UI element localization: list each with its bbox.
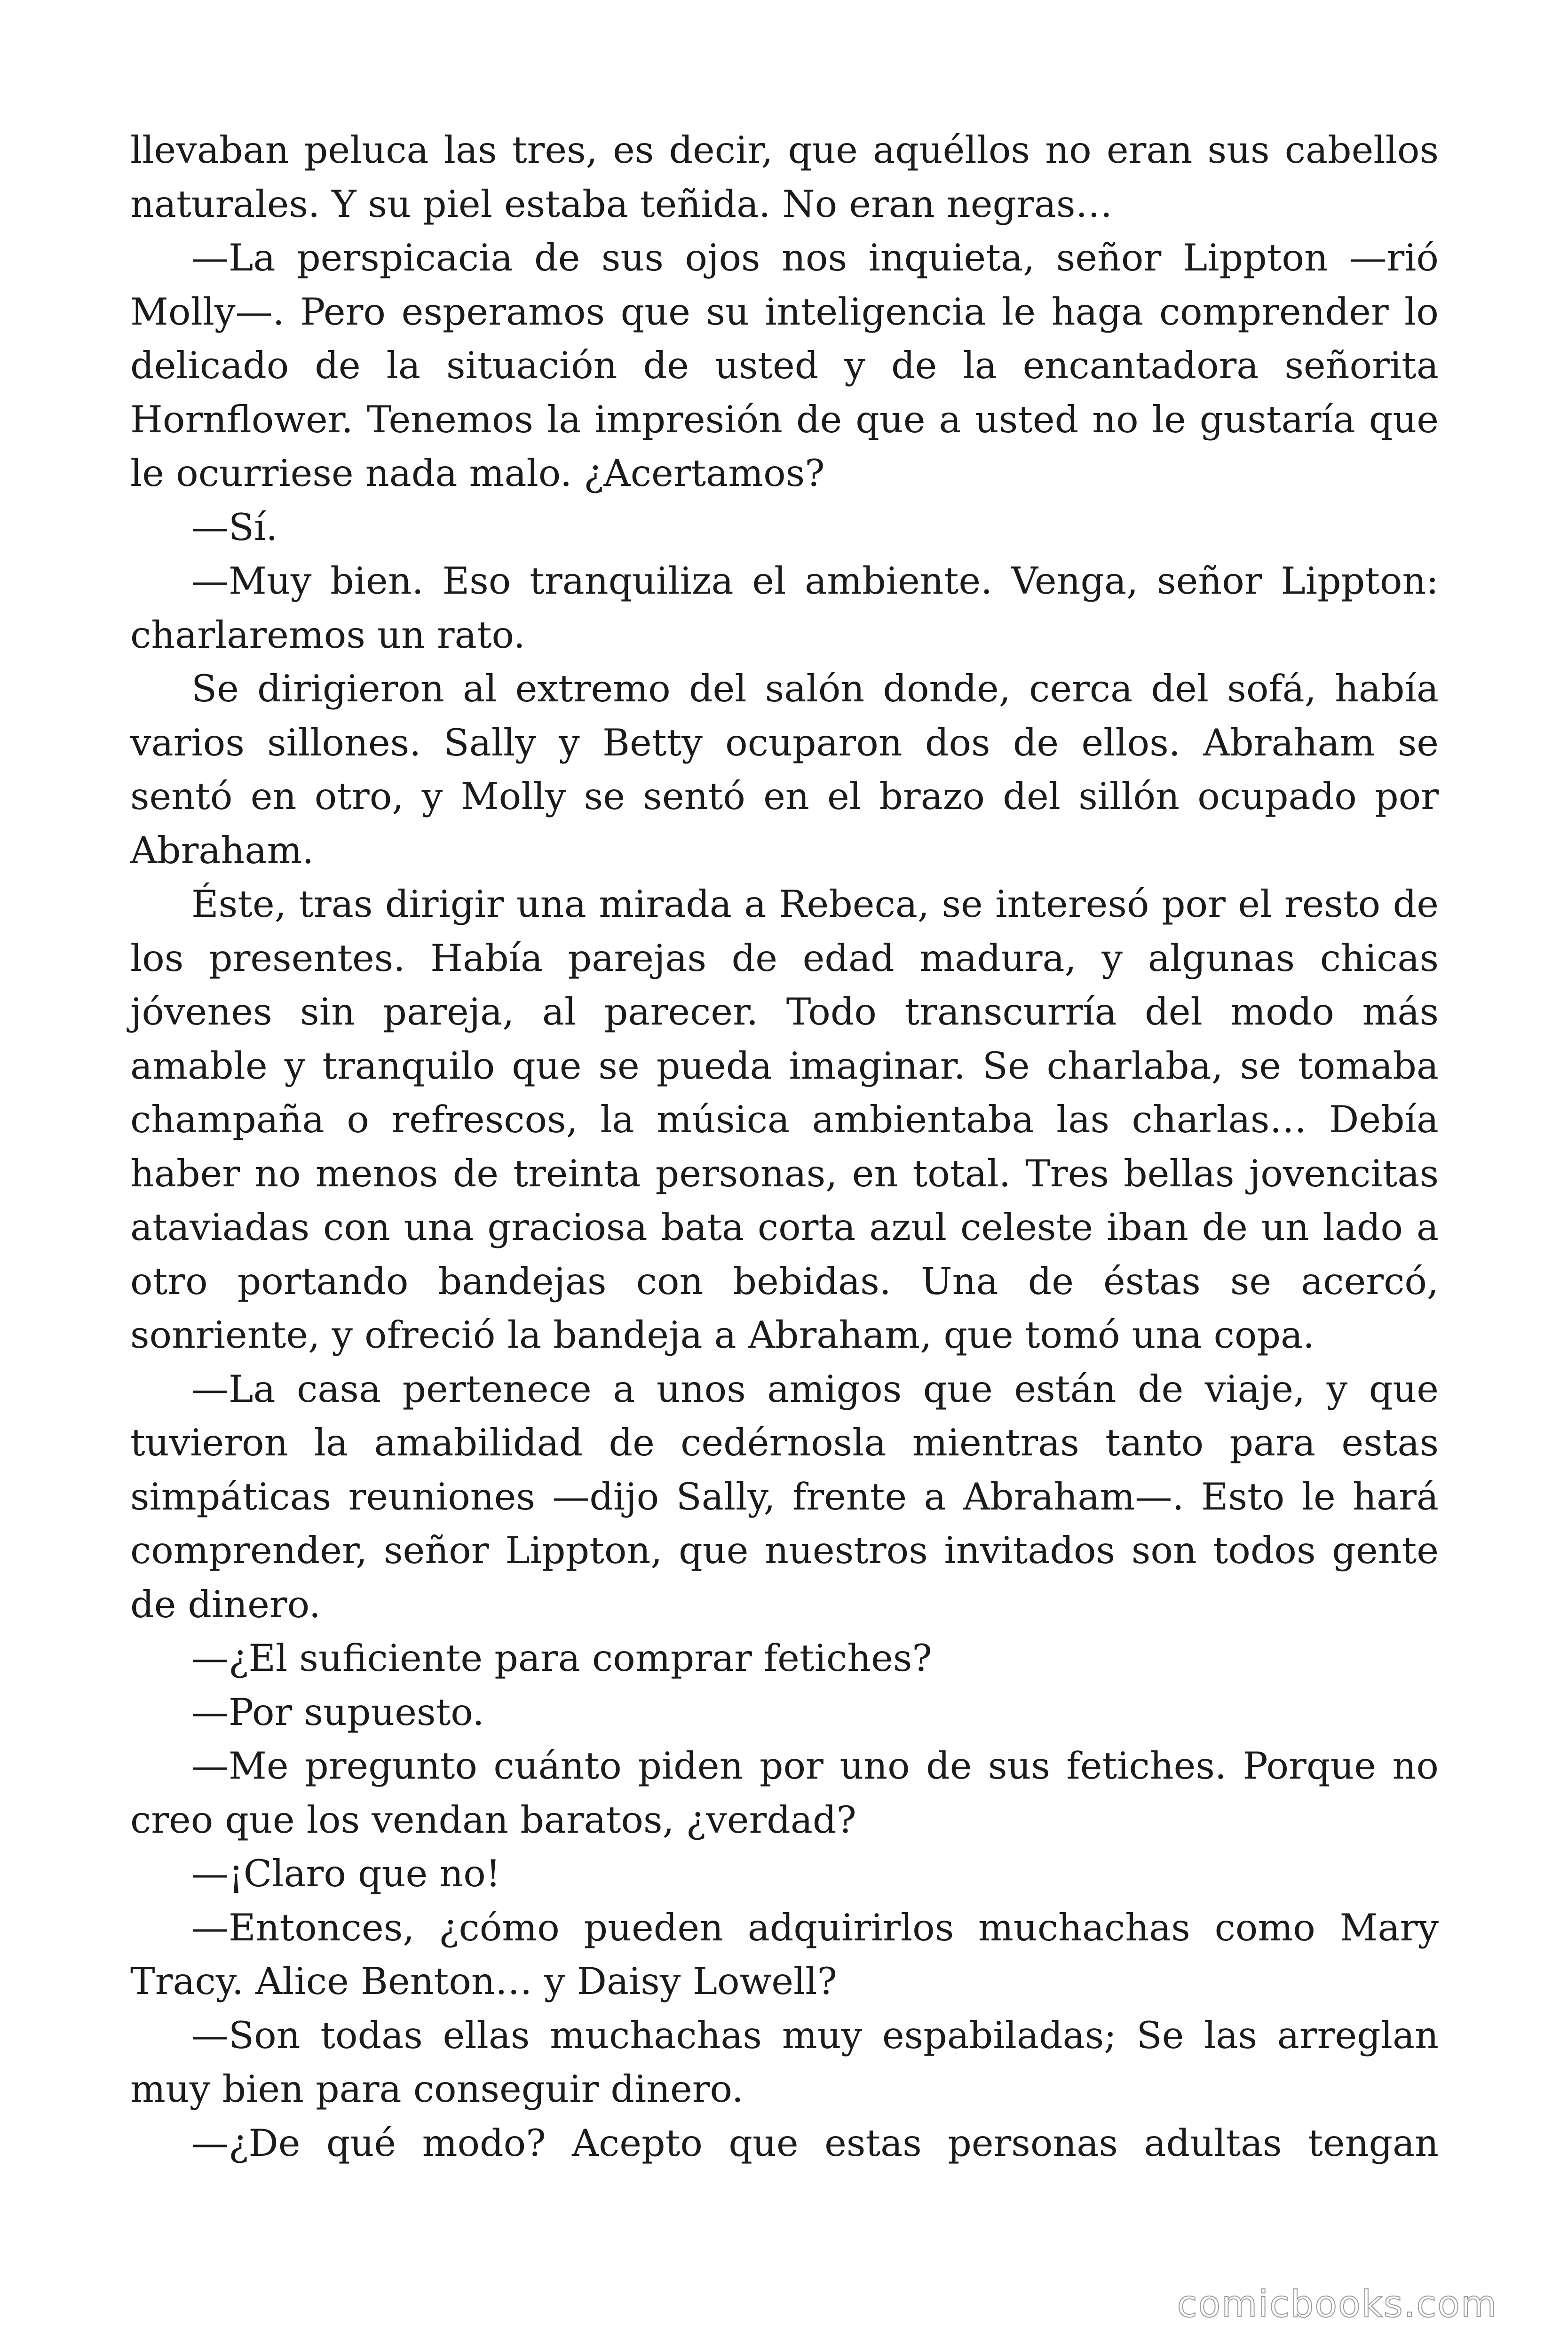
- paragraph: —Muy bien. Eso tranquiliza el ambiente. Venga, señor Lippton: charlaremos un rato.: [130, 559, 1439, 657]
- paragraph: —Sí.: [191, 505, 278, 549]
- paragraph: Éste, tras dirigir una mirada a Rebeca, se interesó por el resto de los presentes. Había parejas de edad madura, y algunas chicas jóvenes sin pareja, al parecer. Todo transcurría del modo más amable y tranquilo que se pueda imaginar. Se charlaba, se tomaba champaña o refrescos, la música ambientaba las charlas… Debía haber no menos de treinta personas, en total. Tres bellas jovencitas ataviadas con una graciosa bata corta azul celeste iban de un lado a otro portando bandejas con bebidas. Una de éstas se acercó, sonriente, y ofreció la bandeja a Abraham, que tomó una copa.: [130, 882, 1439, 1357]
- watermark: comicbooks.com: [1177, 2283, 1497, 2326]
- body-text: [130, 123, 1439, 2170]
- paragraph: llevaban peluca las tres, es decir, que aquéllos no eran sus cabellos naturales. Y su piel estaba teñida. No eran negras…: [130, 128, 1439, 226]
- paragraph: —¿De qué modo? Acepto que estas personas adultas tengan: [191, 2121, 1439, 2165]
- paragraph: Se dirigieron al extremo del salón donde, cerca del sofá, había varios sillones. Sally y Betty ocuparon dos de ellos. Abraham se sentó en otro, y Molly se sentó en el brazo del sillón ocupado por Abraham.: [130, 667, 1439, 872]
- paragraph: —La perspicacia de sus ojos nos inquieta, señor Lippton —rió Molly—. Pero esperamos que su inteligencia le haga comprender lo delicado de la situación de usted y de la encantadora señorita Hornflower. Tenemos la impresión de que a usted no le gustaría que le ocurriese nada malo. ¿Acertamos?: [130, 236, 1439, 495]
- paragraph: —¡Claro que no!: [191, 1852, 501, 1895]
- paragraph: —La casa pertenece a unos amigos que están de viaje, y que tuvieron la amabilidad de cedérnosla mientras tanto para estas simpáticas reuniones —dijo Sally, frente a Abraham—. Esto le hará comprender, señor Lippton, que nuestros invitados son todos gente de dinero.: [130, 1367, 1439, 1626]
- paragraph: —¿El suficiente para comprar fetiches?: [191, 1637, 932, 1680]
- paragraph: —Me pregunto cuánto piden por uno de sus fetiches. Porque no creo que los vendan baratos, ¿verdad?: [130, 1744, 1439, 1842]
- paragraph: —Por supuesto.: [191, 1690, 484, 1734]
- paragraph: —Entonces, ¿cómo pueden adquirirlos muchachas como Mary Tracy. Alice Benton… y Daisy Lowell?: [130, 1906, 1439, 2003]
- paragraph: —Son todas ellas muchachas muy espabiladas; Se las arreglan muy bien para conseguir dinero.: [130, 2013, 1439, 2111]
